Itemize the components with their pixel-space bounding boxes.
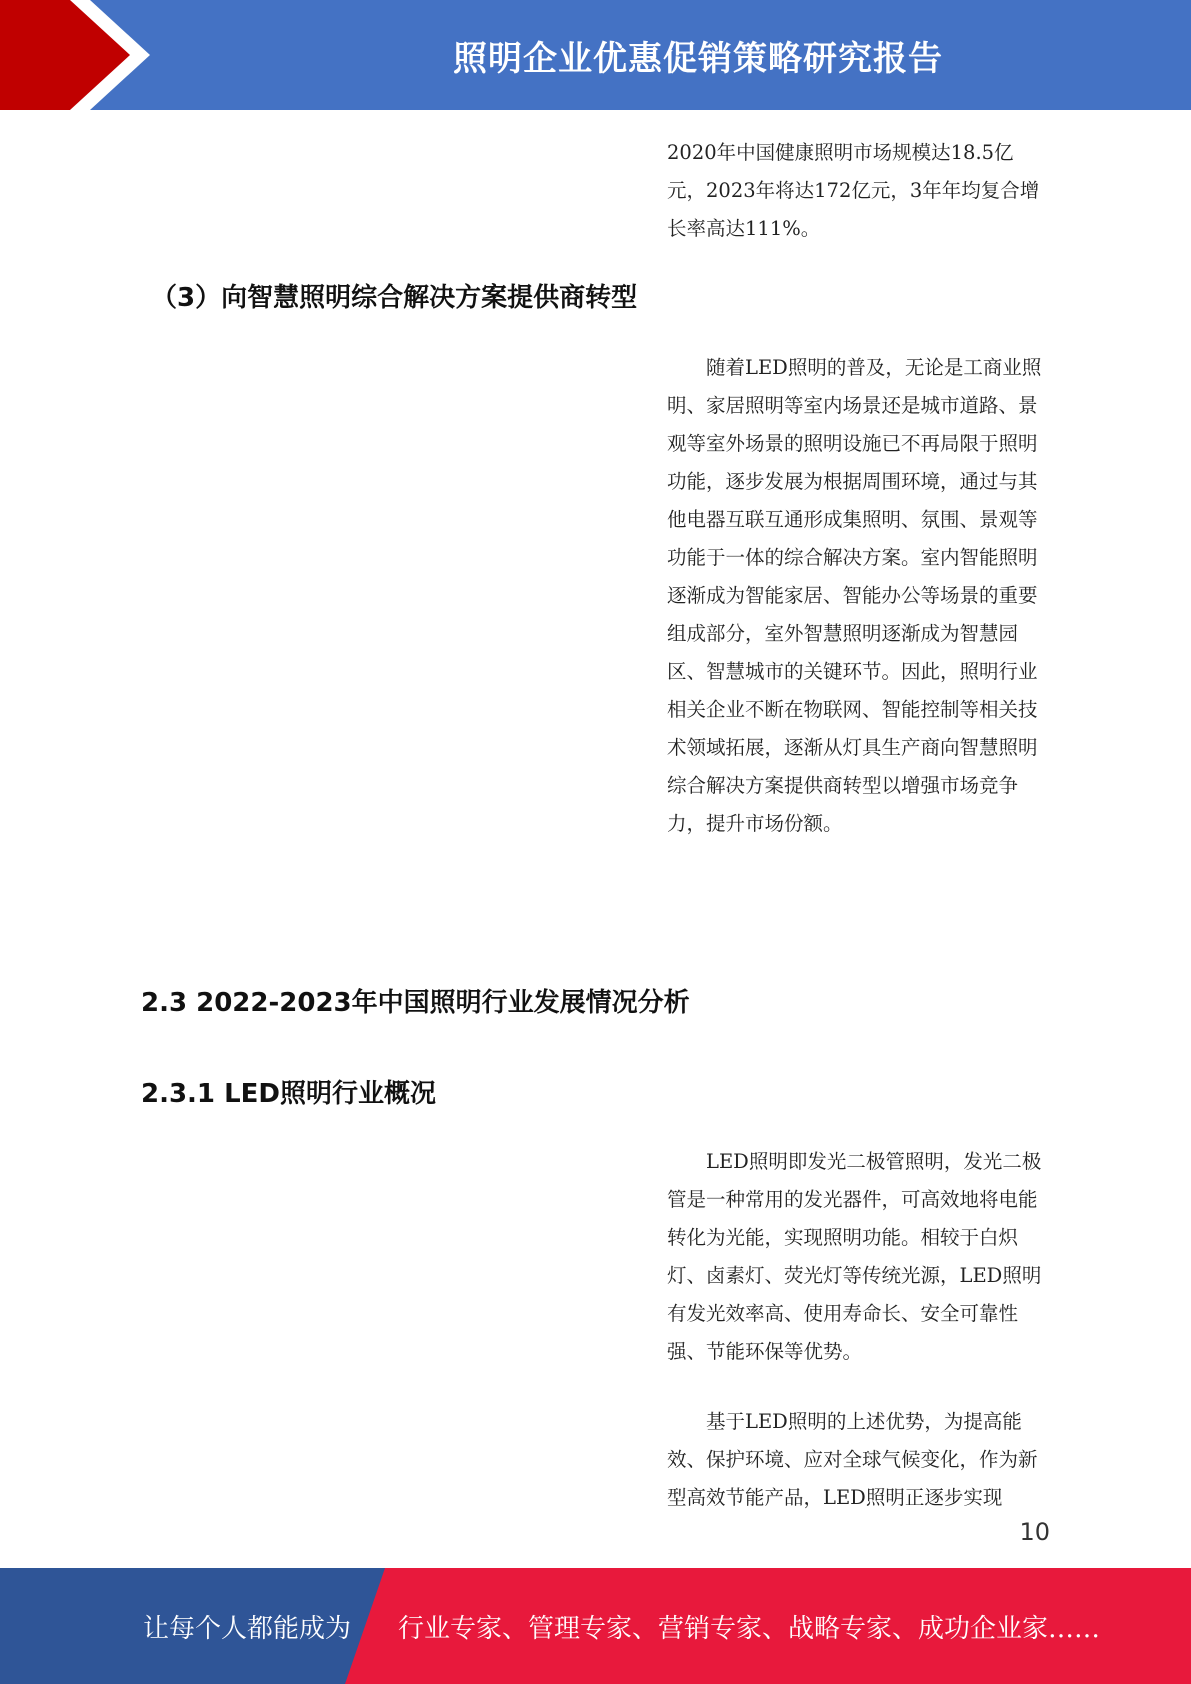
page-header (0, 0, 1191, 110)
footer-slogan-left: 让每个人都能成为 (143, 1613, 352, 1644)
paragraph-led-advantages: 基于LED照明的上述优势，为提高能效、保护环境、应对全球气候变化，作为新型高效节能产品，LED照明正逐步实现 (667, 1410, 1038, 1509)
report-title: 照明企业优惠促销策略研究报告 (453, 38, 943, 79)
paragraph-market-size: 2020年中国健康照明市场规模达18.5亿元，2023年将达172亿元，3年年均复合增长率高达111%。 (667, 141, 1040, 240)
section-heading-smart-lighting: （3）向智慧照明综合解决方案提供商转型 (151, 283, 638, 313)
section-heading-2-3: 2.3 2022-2023年中国照明行业发展情况分析 (141, 988, 690, 1018)
section-heading-2-3-1: 2.3.1 LED照明行业概况 (141, 1079, 436, 1109)
paragraph-led-intro: LED照明即发光二极管照明，发光二极管是一种常用的发光器件，可高效地将电能转化为光能，实现照明功能。相较于白炽灯、卤素灯、荧光灯等传统光源，LED照明有发光效率高、使用寿命长、安全可靠性强、节能环保等优势。 (667, 1150, 1042, 1363)
page-number: 10 (1019, 1518, 1050, 1546)
paragraph-smart-lighting: 随着LED照明的普及，无论是工商业照明、家居照明等室内场景还是城市道路、景观等室外场景的照明设施已不再局限于照明功能，逐步发展为根据周围环境，通过与其他电器互联互通形成集照明、氛围、景观等功能于一体的综合解决方案。室内智能照明逐渐成为智能家居、智能办公等场景的重要组成部分，室外智慧照明逐渐成为智慧园区、智慧城市的关键环节。因此，照明行业相关企业不断在物联网、智能控制等相关技术领域拓展，逐渐从灯具生产商向智慧照明综合解决方案提供商转型以增强市场竞争力，提升市场份额。 (667, 356, 1042, 835)
footer-slogan-right: 行业专家、管理专家、营销专家、战略专家、成功企业家…… (398, 1613, 1101, 1644)
page-footer (0, 1568, 1191, 1684)
